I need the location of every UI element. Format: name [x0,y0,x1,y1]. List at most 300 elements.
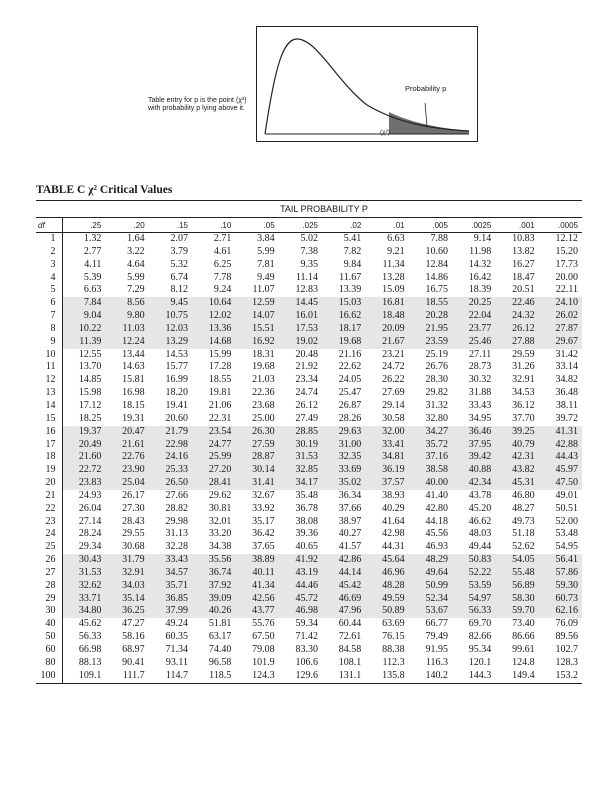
df-cell: 7 [36,310,62,323]
value-cell: 47.96 [322,605,365,618]
value-cell: 35.17 [252,515,275,527]
value-cell: 49.59 [365,593,408,606]
value-cell: 21.67 [365,336,408,349]
df-cell: 23 [36,516,62,529]
value-cell: 28.87 [235,451,278,464]
table-row [36,374,582,387]
value-cell: 45.31 [495,477,538,490]
value-cell: 37.16 [409,451,452,464]
value-cell: 33.41 [365,439,408,452]
value-cell: 52.62 [512,541,535,553]
table-title [36,184,172,196]
value-cell: 20.47 [105,426,148,439]
value-cell: 83.30 [295,644,318,655]
value-cell: 42.88 [539,439,582,452]
value-cell: 13.44 [122,348,145,360]
table-row [36,246,582,259]
column-header: .25 [62,218,105,233]
df-cell: 27 [36,567,62,580]
value-cell: 39.72 [555,412,578,424]
value-cell: 26.76 [425,361,448,373]
value-cell: 18.31 [252,348,275,360]
value-cell: 3.79 [170,245,188,257]
value-cell: 36.25 [105,605,148,618]
value-cell: 9.80 [105,310,148,323]
value-cell: 62.16 [539,605,582,618]
value-cell: 53.59 [452,580,495,593]
value-cell: 11.98 [469,245,492,257]
value-cell: 49.73 [512,515,535,527]
value-cell: 131.1 [322,670,365,683]
critical-values-table-wrap [36,200,582,684]
value-cell: 76.09 [555,618,578,630]
df-cell: 9 [36,336,62,349]
value-cell: 42.80 [425,502,448,514]
value-cell: 36.19 [365,464,408,477]
value-cell: 13.70 [78,361,102,373]
value-cell: 31.13 [165,528,188,540]
value-cell: 30.81 [208,502,232,514]
value-cell: 21.61 [105,439,148,452]
table-row [36,580,582,593]
table-row [36,361,582,374]
value-cell: 3.84 [257,233,275,244]
df-cell: 4 [36,272,62,285]
value-cell: 20.51 [512,284,535,296]
value-cell: 44.46 [279,580,322,593]
value-cell: 48.03 [468,528,492,540]
value-cell: 17.28 [208,361,232,373]
value-cell: 46.98 [279,605,322,618]
table-row [36,554,582,567]
value-cell: 31.79 [105,554,148,567]
figure-frame [256,26,478,142]
value-cell: 32.85 [279,464,322,477]
value-cell: 124.8 [512,656,535,668]
value-cell: 15.20 [555,245,578,257]
value-cell: 20.49 [62,439,105,452]
value-cell: 27.69 [382,387,405,399]
value-cell: 37.57 [365,477,408,490]
table-row [36,503,582,516]
value-cell: 26.02 [539,310,582,323]
value-cell: 88.38 [382,644,405,655]
value-cell: 31.26 [512,361,535,373]
value-cell: 111.7 [105,670,148,683]
value-cell: 9.35 [300,258,318,270]
value-cell: 19.81 [208,387,232,399]
value-cell: 30.32 [468,374,492,386]
df-cell: 15 [36,413,62,426]
chi-square-point-label: (χ²) [380,129,390,136]
value-cell: 36.48 [555,387,578,399]
value-cell: 40.65 [295,541,318,553]
df-cell: 2 [36,246,62,259]
value-cell: 26.12 [495,323,538,336]
critical-values-table [36,218,582,684]
df-cell: 22 [36,503,62,516]
value-cell: 48.28 [365,580,408,593]
value-cell: 46.96 [365,567,408,580]
value-cell: 24.72 [382,361,405,373]
value-cell: 52.00 [555,515,578,527]
value-cell: 26.17 [122,489,145,501]
value-cell: 63.17 [208,631,232,643]
value-cell: 16.75 [425,284,448,296]
value-cell: 38.11 [555,399,578,411]
value-cell: 67.50 [252,631,275,643]
value-cell: 16.98 [122,387,145,399]
value-cell: 68.97 [122,644,145,655]
value-cell: 12.24 [105,336,148,349]
value-cell: 59.30 [539,580,582,593]
value-cell: 21.60 [62,451,105,464]
value-cell: 106.6 [295,656,318,668]
value-cell: 9.45 [149,297,192,310]
value-cell: 35.48 [295,489,318,501]
value-cell: 46.62 [468,515,492,527]
value-cell: 34.81 [365,451,408,464]
df-cell: 21 [36,490,62,503]
value-cell: 24.74 [295,387,318,399]
table-row [36,567,582,580]
value-cell: 44.31 [382,541,405,553]
df-cell: 24 [36,528,62,541]
value-cell: 32.00 [365,426,408,439]
value-cell: 12.55 [78,348,102,360]
value-cell: 4.61 [213,245,232,257]
value-cell: 39.42 [452,451,495,464]
probability-label: Probability p [405,84,447,93]
value-cell: 28.24 [78,528,102,540]
value-cell: 7.82 [343,245,362,257]
table-row [36,618,582,631]
value-cell: 90.41 [122,656,145,668]
value-cell: 124.3 [235,670,278,683]
value-cell: 45.56 [425,528,448,540]
table-body [36,233,582,684]
value-cell: 28.41 [192,477,235,490]
value-cell: 17.73 [555,258,578,270]
value-cell: 32.91 [512,374,535,386]
value-cell: 44.43 [539,451,582,464]
value-cell: 21.03 [252,374,275,386]
value-cell: 34.80 [62,605,105,618]
value-cell: 34.95 [468,412,492,424]
df-cell: 5 [36,284,62,297]
value-cell: 32.91 [105,567,148,580]
df-cell: 10 [36,349,62,362]
value-cell: 144.3 [452,670,495,683]
value-cell: 24.05 [338,374,362,386]
table-row [36,413,582,426]
value-cell: 24.77 [192,439,235,452]
value-cell: 54.05 [495,554,538,567]
value-cell: 2.77 [83,245,102,257]
value-cell: 49.24 [165,618,188,630]
value-cell: 52.34 [409,593,452,606]
value-cell: 9.49 [257,271,275,283]
value-cell: 14.63 [122,361,145,373]
figure-note: Table entry for p is the point (χ²) with probability p lying above it. [148,97,247,112]
table-row [36,528,582,541]
value-cell: 8.12 [170,284,188,296]
value-cell: 36.34 [338,489,362,501]
df-cell: 18 [36,451,62,464]
value-cell: 50.99 [409,580,452,593]
value-cell: 16.01 [279,310,322,323]
value-cell: 36.42 [252,528,275,540]
value-cell: 34.17 [279,477,322,490]
value-cell: 20.00 [555,271,578,283]
value-cell: 25.00 [252,412,275,424]
value-cell: 153.2 [539,670,582,683]
value-cell: 35.14 [105,593,148,606]
value-cell: 41.92 [279,554,322,567]
value-cell: 47.27 [122,618,145,630]
value-cell: 4.64 [127,258,145,270]
value-cell: 46.69 [322,593,365,606]
value-cell: 16.99 [165,374,188,386]
value-cell: 14.45 [279,297,322,310]
value-cell: 129.6 [279,670,322,683]
value-cell: 15.99 [208,348,232,360]
value-cell: 5.41 [343,233,362,244]
value-cell: 32.01 [208,515,232,527]
value-cell: 69.70 [468,618,492,630]
value-cell: 23.77 [452,323,495,336]
value-cell: 9.84 [343,258,362,270]
value-cell: 26.30 [235,426,278,439]
value-cell: 39.25 [495,426,538,439]
df-cell: 29 [36,593,62,606]
value-cell: 30.58 [382,412,405,424]
value-cell: 102.7 [555,644,578,655]
value-cell: 71.42 [295,631,318,643]
value-cell: 20.25 [452,297,495,310]
value-cell: 29.98 [165,515,188,527]
value-cell: 33.43 [149,554,192,567]
value-cell: 22.31 [208,412,232,424]
value-cell: 116.3 [425,656,448,668]
value-cell: 118.5 [192,670,235,683]
value-cell: 37.92 [192,580,235,593]
value-cell: 60.44 [338,618,362,630]
value-cell: 7.88 [430,233,448,244]
value-cell: 28.26 [338,412,362,424]
table-row [36,490,582,503]
value-cell: 73.40 [512,618,535,630]
value-cell: 43.19 [279,567,322,580]
value-cell: 33.69 [322,464,365,477]
column-header: .0025 [452,218,495,233]
value-cell: 55.76 [252,618,275,630]
column-header: .02 [322,218,365,233]
table-row [36,439,582,452]
value-cell: 27.66 [165,489,188,501]
value-cell: 15.51 [235,323,278,336]
value-cell: 33.14 [555,361,578,373]
df-cell: 30 [36,605,62,618]
value-cell: 140.2 [409,670,452,683]
value-cell: 38.08 [295,515,318,527]
value-cell: 48.29 [409,554,452,567]
value-cell: 109.1 [62,670,105,683]
column-header: .10 [192,218,235,233]
table-row [36,657,582,670]
value-cell: 11.14 [295,271,318,283]
value-cell: 6.63 [83,284,102,296]
column-header: .005 [409,218,452,233]
value-cell: 20.60 [165,412,188,424]
value-cell: 22.04 [452,310,495,323]
value-cell: 7.38 [300,245,318,257]
value-cell: 36.85 [149,593,192,606]
value-cell: 58.16 [122,631,145,643]
value-cell: 53.48 [555,528,578,540]
value-cell: 33.43 [468,399,492,411]
value-cell: 29.82 [425,387,448,399]
table-row [36,387,582,400]
value-cell: 12.02 [192,310,235,323]
value-cell: 11.03 [105,323,148,336]
value-cell: 33.20 [208,528,232,540]
table-title-main: χ² Critical Values [88,184,173,196]
value-cell: 39.36 [295,528,318,540]
value-cell: 26.50 [149,477,192,490]
value-cell: 20.28 [409,310,452,323]
value-cell: 27.11 [469,348,492,360]
value-cell: 27.88 [495,336,538,349]
value-cell: 40.11 [235,567,278,580]
value-cell: 12.83 [295,284,318,296]
value-cell: 31.42 [555,348,578,360]
value-cell: 16.27 [512,258,535,270]
value-cell: 21.95 [409,323,452,336]
value-cell: 35.56 [192,554,235,567]
value-cell: 27.59 [235,439,278,452]
value-cell: 40.27 [338,528,362,540]
df-cell: 3 [36,259,62,272]
df-cell: 1 [36,233,62,246]
value-cell: 55.48 [495,567,538,580]
value-cell: 18.17 [322,323,365,336]
value-cell: 60.73 [539,593,582,606]
value-cell: 30.68 [122,541,145,553]
df-cell: 17 [36,439,62,452]
value-cell: 31.88 [468,387,492,399]
value-cell: 18.47 [512,271,535,283]
df-cell: 80 [36,657,62,670]
value-cell: 29.62 [208,489,232,501]
value-cell: 54.95 [555,541,578,553]
value-cell: 40.29 [382,502,405,514]
value-cell: 18.15 [122,399,145,411]
df-cell: 6 [36,297,62,310]
value-cell: 18.20 [165,387,188,399]
value-cell: 7.81 [257,258,275,270]
value-cell: 1.64 [127,233,145,244]
table-row [36,349,582,362]
value-cell: 17.53 [279,323,322,336]
value-cell: 34.53 [512,387,535,399]
value-cell: 128.3 [555,656,578,668]
value-cell: 36.78 [295,502,318,514]
value-cell: 50.83 [452,554,495,567]
value-cell: 39.09 [192,593,235,606]
value-cell: 31.53 [62,567,105,580]
value-cell: 4.11 [84,258,102,270]
value-cell: 21.16 [338,348,362,360]
value-cell: 82.66 [468,631,492,643]
table-row [36,605,582,618]
value-cell: 14.86 [425,271,448,283]
value-cell: 26.22 [382,374,405,386]
value-cell: 114.7 [149,670,192,683]
value-cell: 48.27 [512,502,535,514]
value-cell: 26.12 [295,399,318,411]
value-cell: 23.34 [295,374,318,386]
value-cell: 29.34 [78,541,102,553]
value-cell: 15.81 [122,374,145,386]
value-cell: 42.86 [322,554,365,567]
value-cell: 14.68 [192,336,235,349]
value-cell: 6.74 [170,271,188,283]
value-cell: 26.87 [338,399,362,411]
value-cell: 30.43 [62,554,105,567]
value-cell: 26.04 [78,502,102,514]
value-cell: 19.41 [165,399,188,411]
value-cell: 14.53 [165,348,188,360]
value-cell: 10.83 [512,233,535,244]
value-cell: 17.12 [78,399,102,411]
df-cell: 13 [36,387,62,400]
value-cell: 34.82 [555,374,578,386]
value-cell: 28.30 [425,374,448,386]
value-cell: 28.82 [165,502,188,514]
value-cell: 25.19 [425,348,448,360]
value-cell: 11.39 [62,336,105,349]
value-cell: 46.93 [425,541,448,553]
value-cell: 31.32 [425,399,448,411]
value-cell: 10.60 [425,245,448,257]
value-cell: 28.85 [279,426,322,439]
value-cell: 29.14 [382,399,405,411]
value-cell: 86.66 [512,631,535,643]
table-row [36,323,582,336]
tail-probability-header: TAIL PROBABILITY P [36,200,582,218]
value-cell: 19.68 [252,361,275,373]
value-cell: 47.50 [539,477,582,490]
table-row [36,593,582,606]
value-cell: 54.97 [452,593,495,606]
value-cell: 45.72 [279,593,322,606]
value-cell: 50.51 [555,502,578,514]
value-cell: 6.25 [213,258,232,270]
value-cell: 43.82 [495,464,538,477]
value-cell: 88.13 [78,656,102,668]
value-cell: 28.43 [122,515,145,527]
value-cell: 23.21 [382,348,405,360]
value-cell: 71.34 [165,644,188,655]
column-header: .15 [149,218,192,233]
value-cell: 15.77 [165,361,188,373]
value-cell: 22.36 [252,387,275,399]
value-cell: 23.68 [252,399,275,411]
value-cell: 95.34 [468,644,492,655]
value-cell: 45.42 [322,580,365,593]
value-cell: 5.99 [257,245,275,257]
